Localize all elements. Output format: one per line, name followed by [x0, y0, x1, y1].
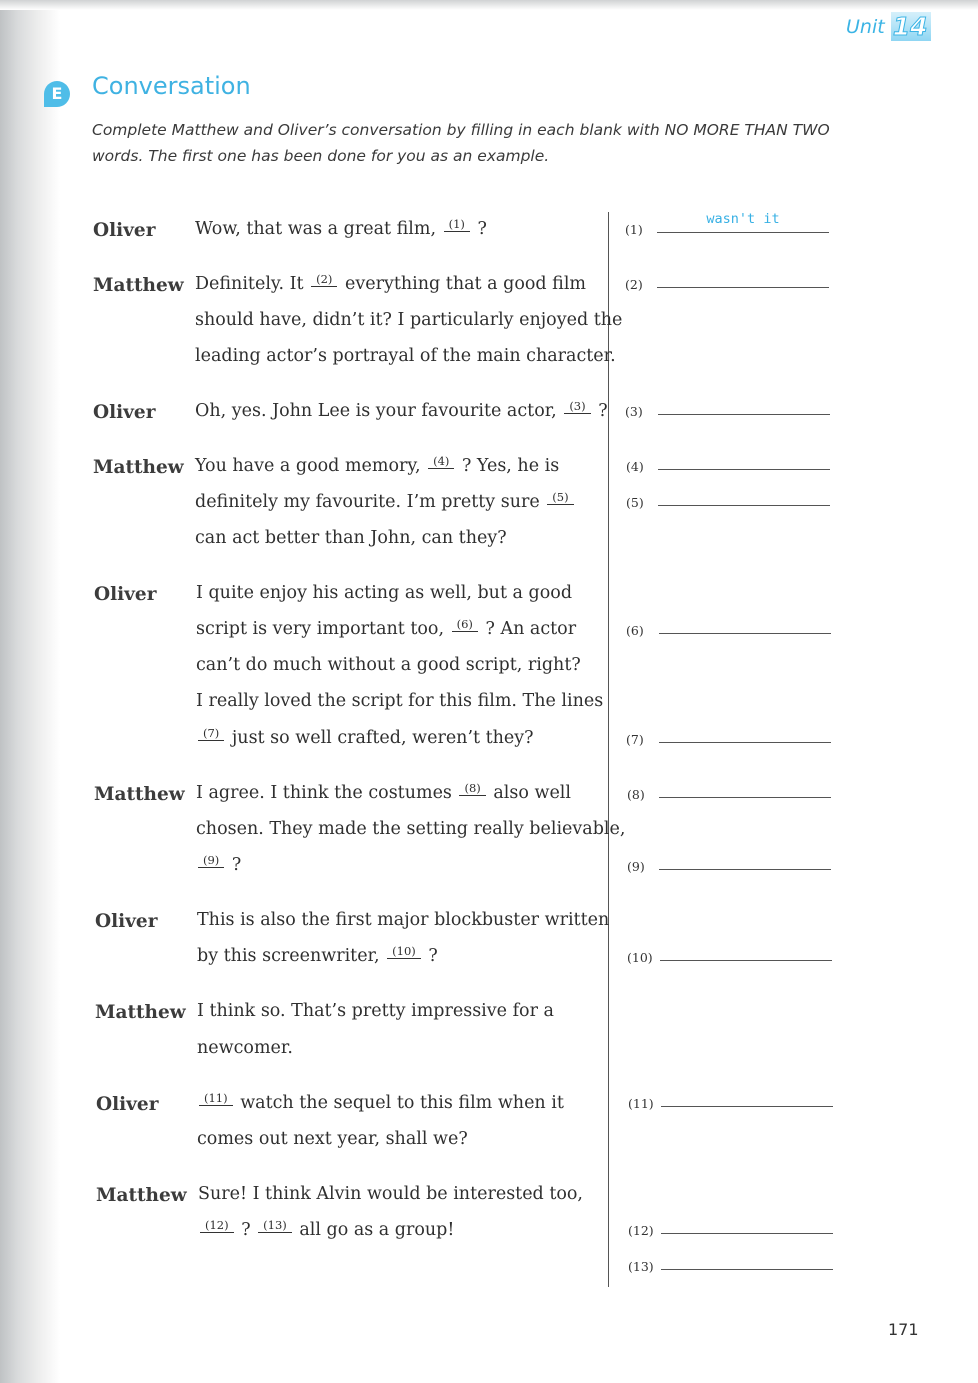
dialogue-line: Sure! I think Alvin would be interested too,	[198, 1184, 583, 1204]
dialogue-line: newcomer.	[197, 1038, 293, 1058]
section-letter-badge: E	[44, 81, 70, 107]
line-text: also well	[493, 783, 571, 803]
answer-blank-3[interactable]	[658, 414, 830, 415]
page-binding-shadow	[0, 0, 60, 1383]
dialogue-line	[195, 456, 559, 476]
answer-blank-13[interactable]	[661, 1269, 833, 1270]
answer-label-1: (1)	[625, 222, 643, 237]
dialogue-line	[196, 855, 241, 875]
speaker-matthew: Matthew	[93, 275, 184, 296]
answer-blank-7[interactable]	[659, 742, 831, 743]
speaker-oliver: Oliver	[95, 911, 158, 932]
blank-5: (5)	[547, 490, 573, 505]
dialogue-line	[195, 219, 487, 239]
dialogue-line	[195, 274, 586, 294]
answer-label-10: (10)	[627, 950, 653, 965]
dialogue-line: leading actor’s portrayal of the main character.	[195, 346, 616, 366]
dialogue-line: can act better than John, can they?	[195, 528, 507, 548]
speaker-matthew: Matthew	[93, 457, 184, 478]
blank-7: (7)	[198, 726, 224, 741]
answer-blank-12[interactable]	[661, 1233, 833, 1234]
dialogue-line: I think so. That’s pretty impressive for a	[197, 1001, 554, 1021]
dialogue-line: should have, didn’t it? I particularly enjoyed the	[195, 310, 623, 330]
answer-label-5: (5)	[626, 495, 644, 510]
blank-2: (2)	[311, 272, 337, 287]
line-text: ?	[231, 855, 242, 875]
answer-blank-4[interactable]	[658, 469, 830, 470]
dialogue-line: I really loved the script for this film. The lines	[196, 691, 604, 711]
answer-blank-2[interactable]	[657, 287, 829, 288]
line-text: You have a good memory,	[195, 456, 421, 476]
answer-label-8: (8)	[627, 787, 645, 802]
unit-word: Unit	[846, 16, 885, 38]
answer-label-12: (12)	[628, 1223, 654, 1238]
line-text: Oh, yes. John Lee is your favourite actor,	[195, 401, 557, 421]
line-text: watch the sequel to this film when it	[240, 1093, 564, 1113]
answer-blank-10[interactable]	[660, 960, 832, 961]
blank-11: (11)	[199, 1091, 233, 1106]
dialogue-line	[197, 946, 438, 966]
dialogue-line	[198, 1220, 454, 1240]
answer-label-13: (13)	[628, 1259, 654, 1274]
line-text: everything that a good film	[345, 274, 587, 294]
answer-label-9: (9)	[627, 859, 645, 874]
speaker-matthew: Matthew	[96, 1185, 187, 1206]
answer-value-1[interactable]: wasn't it	[706, 211, 780, 227]
line-text: ?	[241, 1220, 251, 1240]
unit-number: 14	[891, 12, 932, 41]
line-text: ? Yes, he is	[461, 456, 560, 476]
dialogue-line: comes out next year, shall we?	[197, 1129, 468, 1149]
line-text: I agree. I think the costumes	[196, 783, 452, 803]
column-divider	[608, 212, 609, 1287]
blank-8: (8)	[459, 781, 485, 796]
answer-blank-9[interactable]	[659, 869, 831, 870]
dialogue-line: This is also the first major blockbuster written	[197, 910, 610, 930]
line-text: just so well crafted, weren’t they?	[231, 728, 534, 748]
answer-blank-11[interactable]	[661, 1106, 833, 1107]
line-text: ?	[477, 219, 487, 239]
blank-3: (3)	[564, 399, 590, 414]
answer-blank-1[interactable]	[657, 232, 829, 233]
speaker-matthew: Matthew	[95, 1002, 186, 1023]
blank-12: (12)	[200, 1218, 234, 1233]
speaker-oliver: Oliver	[93, 402, 156, 423]
dialogue-line: chosen. They made the setting really believable,	[196, 819, 626, 839]
page-number: 171	[888, 1320, 919, 1339]
line-text: Definitely. It	[195, 274, 304, 294]
answer-label-2: (2)	[625, 277, 643, 292]
line-text: Wow, that was a great film,	[195, 219, 437, 239]
dialogue-line	[195, 401, 608, 421]
speaker-oliver: Oliver	[94, 584, 157, 605]
section-title: Conversation	[92, 72, 251, 100]
blank-6: (6)	[452, 617, 478, 632]
dialogue-line	[196, 783, 571, 803]
line-text: all go as a group!	[299, 1220, 455, 1240]
answer-blank-8[interactable]	[659, 797, 831, 798]
line-text: ?	[598, 401, 608, 421]
answer-label-11: (11)	[628, 1096, 654, 1111]
line-text: ?	[428, 946, 438, 966]
dialogue-line: can’t do much without a good script, right?	[196, 655, 581, 675]
blank-10: (10)	[387, 944, 421, 959]
unit-header	[846, 12, 931, 42]
blank-13: (13)	[258, 1218, 292, 1233]
dialogue-line	[197, 1093, 564, 1113]
answer-label-6: (6)	[626, 623, 644, 638]
speaker-matthew: Matthew	[94, 784, 185, 805]
answer-label-7: (7)	[626, 732, 644, 747]
blank-4: (4)	[428, 454, 454, 469]
speaker-oliver: Oliver	[96, 1094, 159, 1115]
line-text: by this screenwriter,	[197, 946, 380, 966]
instructions: Complete Matthew and Oliver’s conversation by filling in each blank with NO MORE THAN TWO words. The first one has been done for you as an example.	[92, 121, 830, 165]
answer-blank-6[interactable]	[659, 633, 831, 634]
dialogue-line	[195, 492, 576, 512]
blank-1: (1)	[444, 217, 470, 232]
answer-blank-5[interactable]	[658, 505, 830, 506]
page-top-shadow	[0, 0, 978, 10]
dialogue-line	[196, 619, 576, 639]
dialogue-line: I quite enjoy his acting as well, but a good	[196, 583, 573, 603]
line-text: ? An actor	[485, 619, 577, 639]
answer-label-3: (3)	[625, 404, 643, 419]
line-text: definitely my favourite. I’m pretty sure	[195, 492, 540, 512]
dialogue-line	[196, 728, 534, 748]
speaker-oliver: Oliver	[93, 220, 156, 241]
line-text: script is very important too,	[196, 619, 445, 639]
answer-label-4: (4)	[626, 459, 644, 474]
blank-9: (9)	[198, 853, 224, 868]
